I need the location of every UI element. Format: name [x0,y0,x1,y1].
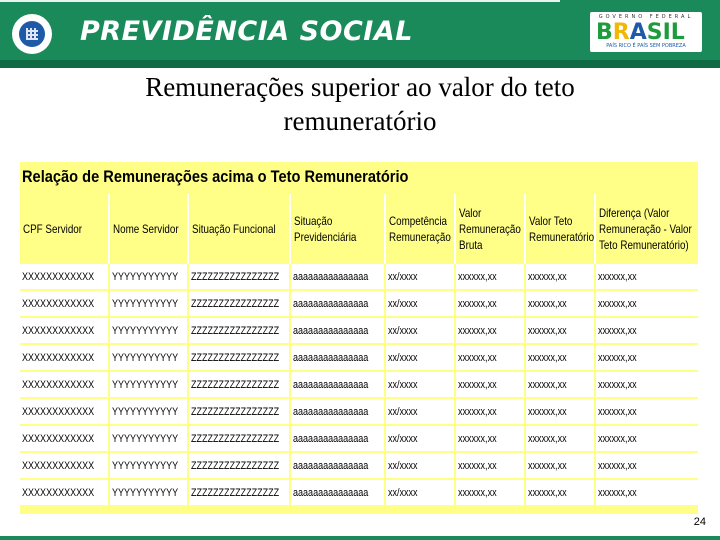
table-cell: YYYYYYYYYYY [109,452,188,479]
table-title [20,162,698,192]
header-top-line [0,0,560,2]
table-cell: xxxxxx,xx [455,264,525,290]
column-header: Valor Remuneração Bruta [455,194,525,264]
table-cell: xx/xxxx [385,398,455,425]
table-row [20,479,698,506]
table-cell: ZZZZZZZZZZZZZZZZ [188,344,290,371]
table-cell: xxxxxx,xx [525,398,595,425]
table-cell: xx/xxxx [385,371,455,398]
footer-bar [0,536,720,540]
table-cell: xxxxxx,xx [595,344,698,371]
table-cell: aaaaaaaaaaaaaaa [290,264,385,290]
table-cell: YYYYYYYYYYY [109,479,188,506]
header-row [20,194,698,264]
table-cell: ZZZZZZZZZZZZZZZZ [188,264,290,290]
table-cell: xxxxxx,xx [455,479,525,506]
table-cell: xxxxxx,xx [525,452,595,479]
table-cell: YYYYYYYYYYY [109,371,188,398]
table-cell: ZZZZZZZZZZZZZZZZ [188,317,290,344]
header-shade [0,60,720,68]
table-cell: xxxxxx,xx [525,317,595,344]
table-cell: xxxxxx,xx [455,425,525,452]
table-cell: XXXXXXXXXXXX [20,344,109,371]
table-cell: xx/xxxx [385,479,455,506]
table-row [20,371,698,398]
table-cell: YYYYYYYYYYY [109,344,188,371]
table-cell: aaaaaaaaaaaaaaa [290,290,385,317]
table-cell: xx/xxxx [385,425,455,452]
table-cell: xxxxxx,xx [595,425,698,452]
table-cell: xxxxxx,xx [455,344,525,371]
governo-federal-logo [590,12,702,52]
brasil-letters-sil: SIL [646,20,685,45]
table-row [20,398,698,425]
table-cell: aaaaaaaaaaaaaaa [290,317,385,344]
column-header: Situação Previdenciária [290,194,385,264]
table-cell: xx/xxxx [385,317,455,344]
table-cell: xxxxxx,xx [455,452,525,479]
table-row [20,344,698,371]
header-bar [0,0,720,68]
table-cell: aaaaaaaaaaaaaaa [290,371,385,398]
page-number: 24 [693,516,706,528]
table-cell: XXXXXXXXXXXX [20,479,109,506]
table-cell: xxxxxx,xx [595,452,698,479]
table-cell: YYYYYYYYYYY [109,425,188,452]
table-cell: ZZZZZZZZZZZZZZZZ [188,425,290,452]
table-cell: ZZZZZZZZZZZZZZZZ [188,479,290,506]
table-cell: ZZZZZZZZZZZZZZZZ [188,452,290,479]
remuneration-table [20,162,698,514]
table-row [20,290,698,317]
table-cell: XXXXXXXXXXXX [20,398,109,425]
table-cell: XXXXXXXXXXXX [20,317,109,344]
table-body [20,264,698,506]
table-cell: xxxxxx,xx [455,398,525,425]
table-cell: aaaaaaaaaaaaaaa [290,344,385,371]
brasil-wordmark [596,20,685,45]
column-header: Nome Servidor [109,194,188,264]
table-cell: xxxxxx,xx [525,290,595,317]
brasil-letter-b: B [596,20,613,45]
table-cell: YYYYYYYYYYY [109,264,188,290]
previdencia-logo-icon [12,14,52,54]
table-cell: xx/xxxx [385,290,455,317]
table-cell: xxxxxx,xx [525,264,595,290]
table-cell: xxxxxx,xx [595,398,698,425]
table-row [20,452,698,479]
table-cell: xxxxxx,xx [595,479,698,506]
column-header: Valor Teto Remuneratório [525,194,595,264]
table-cell: xx/xxxx [385,344,455,371]
table-cell: ZZZZZZZZZZZZZZZZ [188,398,290,425]
table-title-text: Relação de Remunerações acima o Teto Remuneratório [22,167,409,186]
table-cell: XXXXXXXXXXXX [20,452,109,479]
table-cell: YYYYYYYYYYY [109,398,188,425]
table-cell: xxxxxx,xx [595,317,698,344]
table-cell: aaaaaaaaaaaaaaa [290,425,385,452]
table-cell: xx/xxxx [385,452,455,479]
table-row [20,425,698,452]
brasil-letter-a: A [629,20,647,45]
table-cell: xxxxxx,xx [525,344,595,371]
table-cell: YYYYYYYYYYY [109,317,188,344]
table-cell: xxxxxx,xx [455,317,525,344]
table-cell: XXXXXXXXXXXX [20,371,109,398]
table-cell: xxxxxx,xx [595,290,698,317]
table-row [20,264,698,290]
table-cell: XXXXXXXXXXXX [20,290,109,317]
logo-grid [26,28,38,40]
table-cell: XXXXXXXXXXXX [20,264,109,290]
table-row [20,317,698,344]
table-cell: xxxxxx,xx [595,264,698,290]
table-cell: ZZZZZZZZZZZZZZZZ [188,371,290,398]
column-header: Competência Remuneração [385,194,455,264]
column-header: Diferença (Valor Remuneração - Valor Teto Remuneratório) [595,194,698,264]
gov-slogan: PAÍS RICO É PAÍS SEM POBREZA [606,43,686,49]
table-cell: xxxxxx,xx [525,425,595,452]
table-cell: xxxxxx,xx [455,371,525,398]
table-cell: xxxxxx,xx [595,371,698,398]
slide-title [80,70,640,138]
gov-top-text: GOVERNO FEDERAL [598,14,694,20]
table-cell: ZZZZZZZZZZZZZZZZ [188,290,290,317]
brasil-letter-r: R [612,20,630,45]
slide-title-line1: Remunerações superior ao valor do teto [145,72,575,102]
brand-title: PREVIDÊNCIA SOCIAL [80,16,413,47]
table-cell: xxxxxx,xx [525,479,595,506]
table-cell: xx/xxxx [385,264,455,290]
table-cell: aaaaaaaaaaaaaaa [290,479,385,506]
table-cell: YYYYYYYYYYY [109,290,188,317]
table-cell: aaaaaaaaaaaaaaa [290,452,385,479]
column-header: Situação Funcional [188,194,290,264]
column-header: CPF Servidor [20,194,109,264]
table-cell: xxxxxx,xx [525,371,595,398]
table-cell: xxxxxx,xx [455,290,525,317]
data-grid [20,194,698,507]
slide-title-line2: remuneratório [283,106,437,136]
table-cell: XXXXXXXXXXXX [20,425,109,452]
table-cell: aaaaaaaaaaaaaaa [290,398,385,425]
